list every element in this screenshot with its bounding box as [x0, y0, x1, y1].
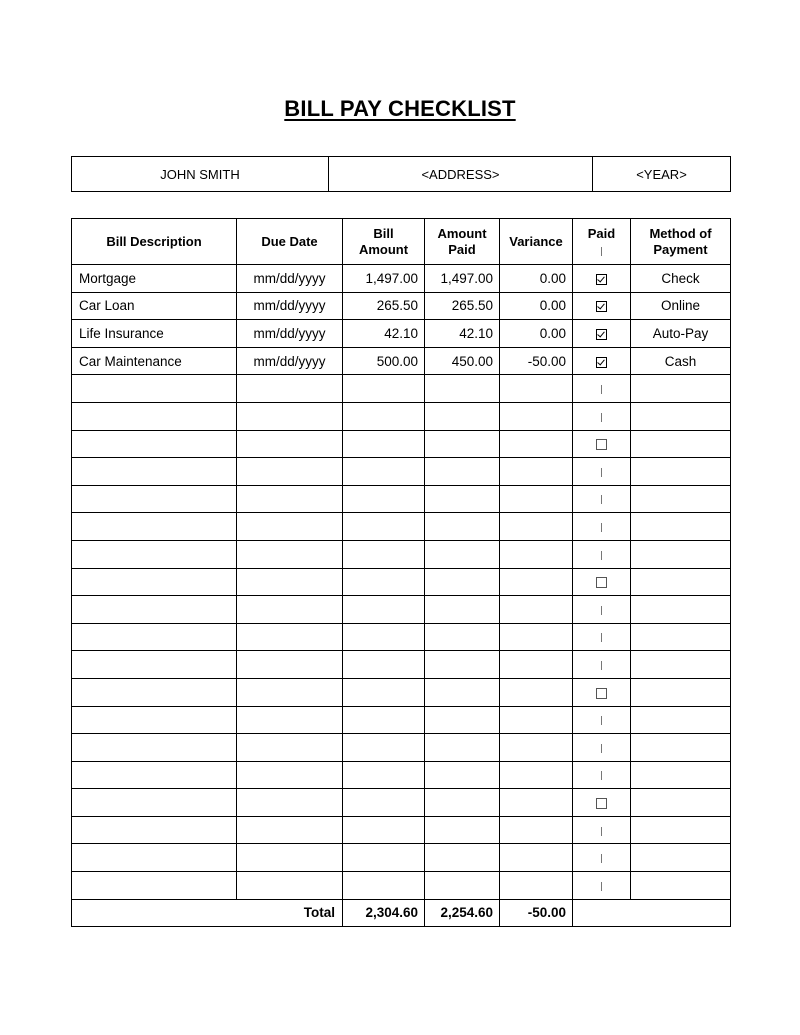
- bill-description-cell[interactable]: Car Loan: [72, 292, 237, 320]
- due-date-cell[interactable]: [237, 734, 343, 762]
- checkbox-icon[interactable]: [596, 439, 607, 450]
- variance-cell[interactable]: [500, 734, 573, 762]
- header-paid-label: Paid: [587, 225, 616, 241]
- paid-cell[interactable]: [573, 734, 631, 762]
- method-of-payment-cell[interactable]: [631, 844, 731, 872]
- due-date-cell[interactable]: [237, 568, 343, 596]
- header-method-line1: Method of: [649, 225, 712, 241]
- method-of-payment-cell[interactable]: [631, 816, 731, 844]
- bill-description-cell[interactable]: [72, 458, 237, 486]
- method-of-payment-cell[interactable]: [631, 540, 731, 568]
- bill-description-cell[interactable]: [72, 568, 237, 596]
- variance-cell[interactable]: [500, 816, 573, 844]
- paid-cell[interactable]: [573, 430, 631, 458]
- bill-description-cell[interactable]: [72, 706, 237, 734]
- paid-cell[interactable]: [573, 568, 631, 596]
- table-row: [72, 844, 731, 872]
- paid-cell[interactable]: [573, 816, 631, 844]
- due-date-cell[interactable]: [237, 375, 343, 403]
- method-of-payment-cell[interactable]: Auto-Pay: [631, 320, 731, 348]
- table-row: [72, 375, 731, 403]
- due-date-cell[interactable]: [237, 485, 343, 513]
- bill-amount-cell[interactable]: [343, 596, 425, 624]
- amount-paid-cell[interactable]: [425, 540, 500, 568]
- checkbox-icon[interactable]: [596, 798, 607, 809]
- checkbox-placeholder-icon[interactable]: [601, 551, 602, 560]
- variance-cell[interactable]: [500, 375, 573, 403]
- table-row: [72, 292, 731, 320]
- checkbox-placeholder-icon[interactable]: [601, 744, 602, 753]
- amount-paid-cell[interactable]: [425, 761, 500, 789]
- due-date-cell[interactable]: [237, 678, 343, 706]
- table-row: [72, 485, 731, 513]
- variance-cell[interactable]: [500, 706, 573, 734]
- paid-cell[interactable]: [573, 623, 631, 651]
- amount-paid-cell[interactable]: [425, 816, 500, 844]
- year-field[interactable]: <YEAR>: [593, 157, 731, 192]
- due-date-cell[interactable]: [237, 458, 343, 486]
- variance-cell[interactable]: [500, 430, 573, 458]
- table-header-row: [72, 219, 731, 265]
- totals-row: [72, 899, 731, 927]
- total-bill-amount: 2,304.60: [343, 899, 425, 927]
- method-of-payment-cell[interactable]: [631, 402, 731, 430]
- bill-amount-cell[interactable]: [343, 568, 425, 596]
- owner-name-field[interactable]: JOHN SMITH: [72, 157, 329, 192]
- page-title-text: BILL PAY CHECKLIST: [284, 96, 516, 121]
- amount-paid-cell[interactable]: [425, 678, 500, 706]
- method-of-payment-cell[interactable]: [631, 678, 731, 706]
- header-method-of-payment: [631, 219, 731, 265]
- amount-paid-cell[interactable]: [425, 568, 500, 596]
- header-amount-paid-line2: Paid: [448, 241, 476, 257]
- header-bill-amount: [343, 219, 425, 265]
- amount-paid-cell[interactable]: [425, 485, 500, 513]
- variance-cell[interactable]: [500, 789, 573, 817]
- table-row: [72, 458, 731, 486]
- paid-cell[interactable]: [573, 485, 631, 513]
- method-of-payment-cell[interactable]: Cash: [631, 347, 731, 375]
- table-row: [72, 320, 731, 348]
- bill-amount-cell[interactable]: [343, 513, 425, 541]
- header-paid-marker-icon: [601, 247, 602, 256]
- total-variance: -50.00: [500, 899, 573, 927]
- bill-amount-cell[interactable]: [343, 540, 425, 568]
- method-of-payment-cell[interactable]: [631, 375, 731, 403]
- checkbox-placeholder-icon[interactable]: [601, 882, 602, 891]
- checkbox-placeholder-icon[interactable]: [601, 495, 602, 504]
- due-date-cell[interactable]: [237, 761, 343, 789]
- checkbox-icon[interactable]: [596, 577, 607, 588]
- header-due-date: Due Date: [237, 219, 343, 265]
- bill-amount-cell[interactable]: [343, 789, 425, 817]
- variance-cell[interactable]: [500, 678, 573, 706]
- bill-description-cell[interactable]: Mortgage: [72, 265, 237, 293]
- header-bill-description: Bill Description: [72, 219, 237, 265]
- bill-description-cell[interactable]: [72, 816, 237, 844]
- bill-amount-cell[interactable]: [343, 458, 425, 486]
- amount-paid-cell[interactable]: [425, 872, 500, 900]
- bill-amount-cell[interactable]: 42.10: [343, 320, 425, 348]
- bill-rows: [72, 265, 731, 900]
- method-of-payment-cell[interactable]: [631, 651, 731, 679]
- page-title: [0, 96, 800, 122]
- bill-amount-cell[interactable]: 500.00: [343, 347, 425, 375]
- paid-cell[interactable]: [573, 347, 631, 375]
- header-variance: Variance: [500, 219, 573, 265]
- table-row: [72, 816, 731, 844]
- paid-cell[interactable]: [573, 872, 631, 900]
- bill-amount-cell[interactable]: 265.50: [343, 292, 425, 320]
- bill-amount-cell[interactable]: [343, 761, 425, 789]
- checkbox-placeholder-icon[interactable]: [601, 523, 602, 532]
- amount-paid-cell[interactable]: 450.00: [425, 347, 500, 375]
- method-of-payment-cell[interactable]: [631, 513, 731, 541]
- bill-amount-cell[interactable]: [343, 844, 425, 872]
- variance-cell[interactable]: [500, 568, 573, 596]
- method-of-payment-cell[interactable]: [631, 458, 731, 486]
- bill-description-cell[interactable]: [72, 430, 237, 458]
- table-row: [72, 402, 731, 430]
- paid-cell[interactable]: [573, 458, 631, 486]
- paid-cell[interactable]: [573, 320, 631, 348]
- header-bill-amount-line2: Amount: [358, 241, 409, 257]
- due-date-cell[interactable]: [237, 430, 343, 458]
- table-row: [72, 872, 731, 900]
- method-of-payment-cell[interactable]: Check: [631, 265, 731, 293]
- paid-cell[interactable]: [573, 402, 631, 430]
- variance-cell[interactable]: [500, 651, 573, 679]
- bill-description-cell[interactable]: [72, 623, 237, 651]
- table-row: [72, 789, 731, 817]
- bill-description-cell[interactable]: Life Insurance: [72, 320, 237, 348]
- variance-cell[interactable]: [500, 761, 573, 789]
- checkbox-placeholder-icon[interactable]: [601, 413, 602, 422]
- due-date-cell[interactable]: [237, 872, 343, 900]
- checkbox-placeholder-icon[interactable]: [601, 854, 602, 863]
- table-row: [72, 568, 731, 596]
- table-row: [72, 540, 731, 568]
- checkbox-placeholder-icon[interactable]: [601, 827, 602, 836]
- bill-description-cell[interactable]: [72, 375, 237, 403]
- due-date-cell[interactable]: [237, 402, 343, 430]
- bill-description-cell[interactable]: [72, 485, 237, 513]
- checked-box-icon[interactable]: [596, 274, 607, 285]
- checkbox-placeholder-icon[interactable]: [601, 468, 602, 477]
- header-bill-amount-line1: Bill: [373, 225, 394, 241]
- method-of-payment-cell[interactable]: [631, 734, 731, 762]
- bill-description-cell[interactable]: [72, 872, 237, 900]
- amount-paid-cell[interactable]: [425, 844, 500, 872]
- variance-cell[interactable]: [500, 458, 573, 486]
- bill-description-cell[interactable]: Car Maintenance: [72, 347, 237, 375]
- amount-paid-cell[interactable]: 42.10: [425, 320, 500, 348]
- due-date-cell[interactable]: [237, 816, 343, 844]
- bill-table: [71, 218, 731, 927]
- bill-amount-cell[interactable]: [343, 651, 425, 679]
- paid-cell[interactable]: [573, 651, 631, 679]
- variance-cell[interactable]: [500, 872, 573, 900]
- amount-paid-cell[interactable]: [425, 789, 500, 817]
- total-label: Total: [72, 899, 343, 927]
- variance-cell[interactable]: [500, 596, 573, 624]
- bill-description-cell[interactable]: [72, 596, 237, 624]
- bill-amount-cell[interactable]: [343, 623, 425, 651]
- table-row: [72, 596, 731, 624]
- method-of-payment-cell[interactable]: [631, 872, 731, 900]
- variance-cell[interactable]: [500, 513, 573, 541]
- due-date-cell[interactable]: mm/dd/yyyy: [237, 292, 343, 320]
- bill-amount-cell[interactable]: [343, 402, 425, 430]
- amount-paid-cell[interactable]: [425, 734, 500, 762]
- checkbox-placeholder-icon[interactable]: [601, 716, 602, 725]
- table-row: [72, 734, 731, 762]
- due-date-cell[interactable]: [237, 540, 343, 568]
- total-amount-paid: 2,254.60: [425, 899, 500, 927]
- bill-amount-cell[interactable]: [343, 678, 425, 706]
- due-date-cell[interactable]: [237, 596, 343, 624]
- bill-amount-cell[interactable]: [343, 816, 425, 844]
- due-date-cell[interactable]: mm/dd/yyyy: [237, 347, 343, 375]
- paid-cell[interactable]: [573, 761, 631, 789]
- checked-box-icon[interactable]: [596, 329, 607, 340]
- paid-cell[interactable]: [573, 596, 631, 624]
- variance-cell[interactable]: 0.00: [500, 292, 573, 320]
- table-row: [72, 430, 731, 458]
- header-method-line2: Payment: [653, 241, 708, 257]
- variance-cell[interactable]: [500, 540, 573, 568]
- variance-cell[interactable]: [500, 485, 573, 513]
- due-date-cell[interactable]: [237, 706, 343, 734]
- bill-description-cell[interactable]: [72, 678, 237, 706]
- paid-cell[interactable]: [573, 292, 631, 320]
- bill-description-cell[interactable]: [72, 844, 237, 872]
- paid-cell[interactable]: [573, 678, 631, 706]
- bill-description-cell[interactable]: [72, 402, 237, 430]
- checkbox-placeholder-icon[interactable]: [601, 633, 602, 642]
- checkbox-placeholder-icon[interactable]: [601, 771, 602, 780]
- paid-cell[interactable]: [573, 265, 631, 293]
- header-amount-paid-line1: Amount: [437, 225, 487, 241]
- table-row: [72, 513, 731, 541]
- variance-cell[interactable]: 0.00: [500, 320, 573, 348]
- table-row: [72, 761, 731, 789]
- checked-box-icon[interactable]: [596, 301, 607, 312]
- table-row: [72, 651, 731, 679]
- amount-paid-cell[interactable]: 265.50: [425, 292, 500, 320]
- paid-cell[interactable]: [573, 513, 631, 541]
- bill-amount-cell[interactable]: [343, 485, 425, 513]
- table-row: [72, 623, 731, 651]
- method-of-payment-cell[interactable]: [631, 485, 731, 513]
- method-of-payment-cell[interactable]: [631, 568, 731, 596]
- method-of-payment-cell[interactable]: [631, 761, 731, 789]
- method-of-payment-cell[interactable]: Online: [631, 292, 731, 320]
- method-of-payment-cell[interactable]: [631, 596, 731, 624]
- bill-amount-cell[interactable]: 1,497.00: [343, 265, 425, 293]
- amount-paid-cell[interactable]: [425, 430, 500, 458]
- paid-cell[interactable]: [573, 540, 631, 568]
- due-date-cell[interactable]: [237, 651, 343, 679]
- paid-cell[interactable]: [573, 844, 631, 872]
- method-of-payment-cell[interactable]: [631, 623, 731, 651]
- table-row: [72, 706, 731, 734]
- bill-description-cell[interactable]: [72, 651, 237, 679]
- due-date-cell[interactable]: [237, 789, 343, 817]
- owner-info-row: [72, 157, 731, 192]
- table-row: [72, 265, 731, 293]
- amount-paid-cell[interactable]: [425, 596, 500, 624]
- amount-paid-cell[interactable]: [425, 402, 500, 430]
- bill-description-cell[interactable]: [72, 540, 237, 568]
- amount-paid-cell[interactable]: [425, 651, 500, 679]
- paid-cell[interactable]: [573, 789, 631, 817]
- amount-paid-cell[interactable]: [425, 623, 500, 651]
- table-row: [72, 347, 731, 375]
- variance-cell[interactable]: -50.00: [500, 347, 573, 375]
- amount-paid-cell[interactable]: [425, 706, 500, 734]
- bill-description-cell[interactable]: [72, 789, 237, 817]
- amount-paid-cell[interactable]: 1,497.00: [425, 265, 500, 293]
- checkbox-placeholder-icon[interactable]: [601, 385, 602, 394]
- variance-cell[interactable]: [500, 844, 573, 872]
- owner-info-table: [71, 156, 731, 192]
- amount-paid-cell[interactable]: [425, 375, 500, 403]
- bill-description-cell[interactable]: [72, 513, 237, 541]
- paid-cell[interactable]: [573, 706, 631, 734]
- due-date-cell[interactable]: [237, 513, 343, 541]
- total-empty-cell: [573, 899, 731, 927]
- header-paid: [573, 219, 631, 265]
- due-date-cell[interactable]: mm/dd/yyyy: [237, 320, 343, 348]
- amount-paid-cell[interactable]: [425, 458, 500, 486]
- amount-paid-cell[interactable]: [425, 513, 500, 541]
- checkbox-placeholder-icon[interactable]: [601, 661, 602, 670]
- bill-description-cell[interactable]: [72, 761, 237, 789]
- checkbox-icon[interactable]: [596, 688, 607, 699]
- bill-amount-cell[interactable]: [343, 375, 425, 403]
- due-date-cell[interactable]: mm/dd/yyyy: [237, 265, 343, 293]
- checkbox-placeholder-icon[interactable]: [601, 606, 602, 615]
- variance-cell[interactable]: 0.00: [500, 265, 573, 293]
- checked-box-icon[interactable]: [596, 357, 607, 368]
- address-field[interactable]: <ADDRESS>: [329, 157, 593, 192]
- variance-cell[interactable]: [500, 623, 573, 651]
- bill-amount-cell[interactable]: [343, 872, 425, 900]
- method-of-payment-cell[interactable]: [631, 706, 731, 734]
- bill-description-cell[interactable]: [72, 734, 237, 762]
- bill-amount-cell[interactable]: [343, 734, 425, 762]
- variance-cell[interactable]: [500, 402, 573, 430]
- bill-amount-cell[interactable]: [343, 706, 425, 734]
- due-date-cell[interactable]: [237, 623, 343, 651]
- method-of-payment-cell[interactable]: [631, 789, 731, 817]
- table-row: [72, 678, 731, 706]
- method-of-payment-cell[interactable]: [631, 430, 731, 458]
- due-date-cell[interactable]: [237, 844, 343, 872]
- paid-cell[interactable]: [573, 375, 631, 403]
- header-amount-paid: [425, 219, 500, 265]
- bill-amount-cell[interactable]: [343, 430, 425, 458]
